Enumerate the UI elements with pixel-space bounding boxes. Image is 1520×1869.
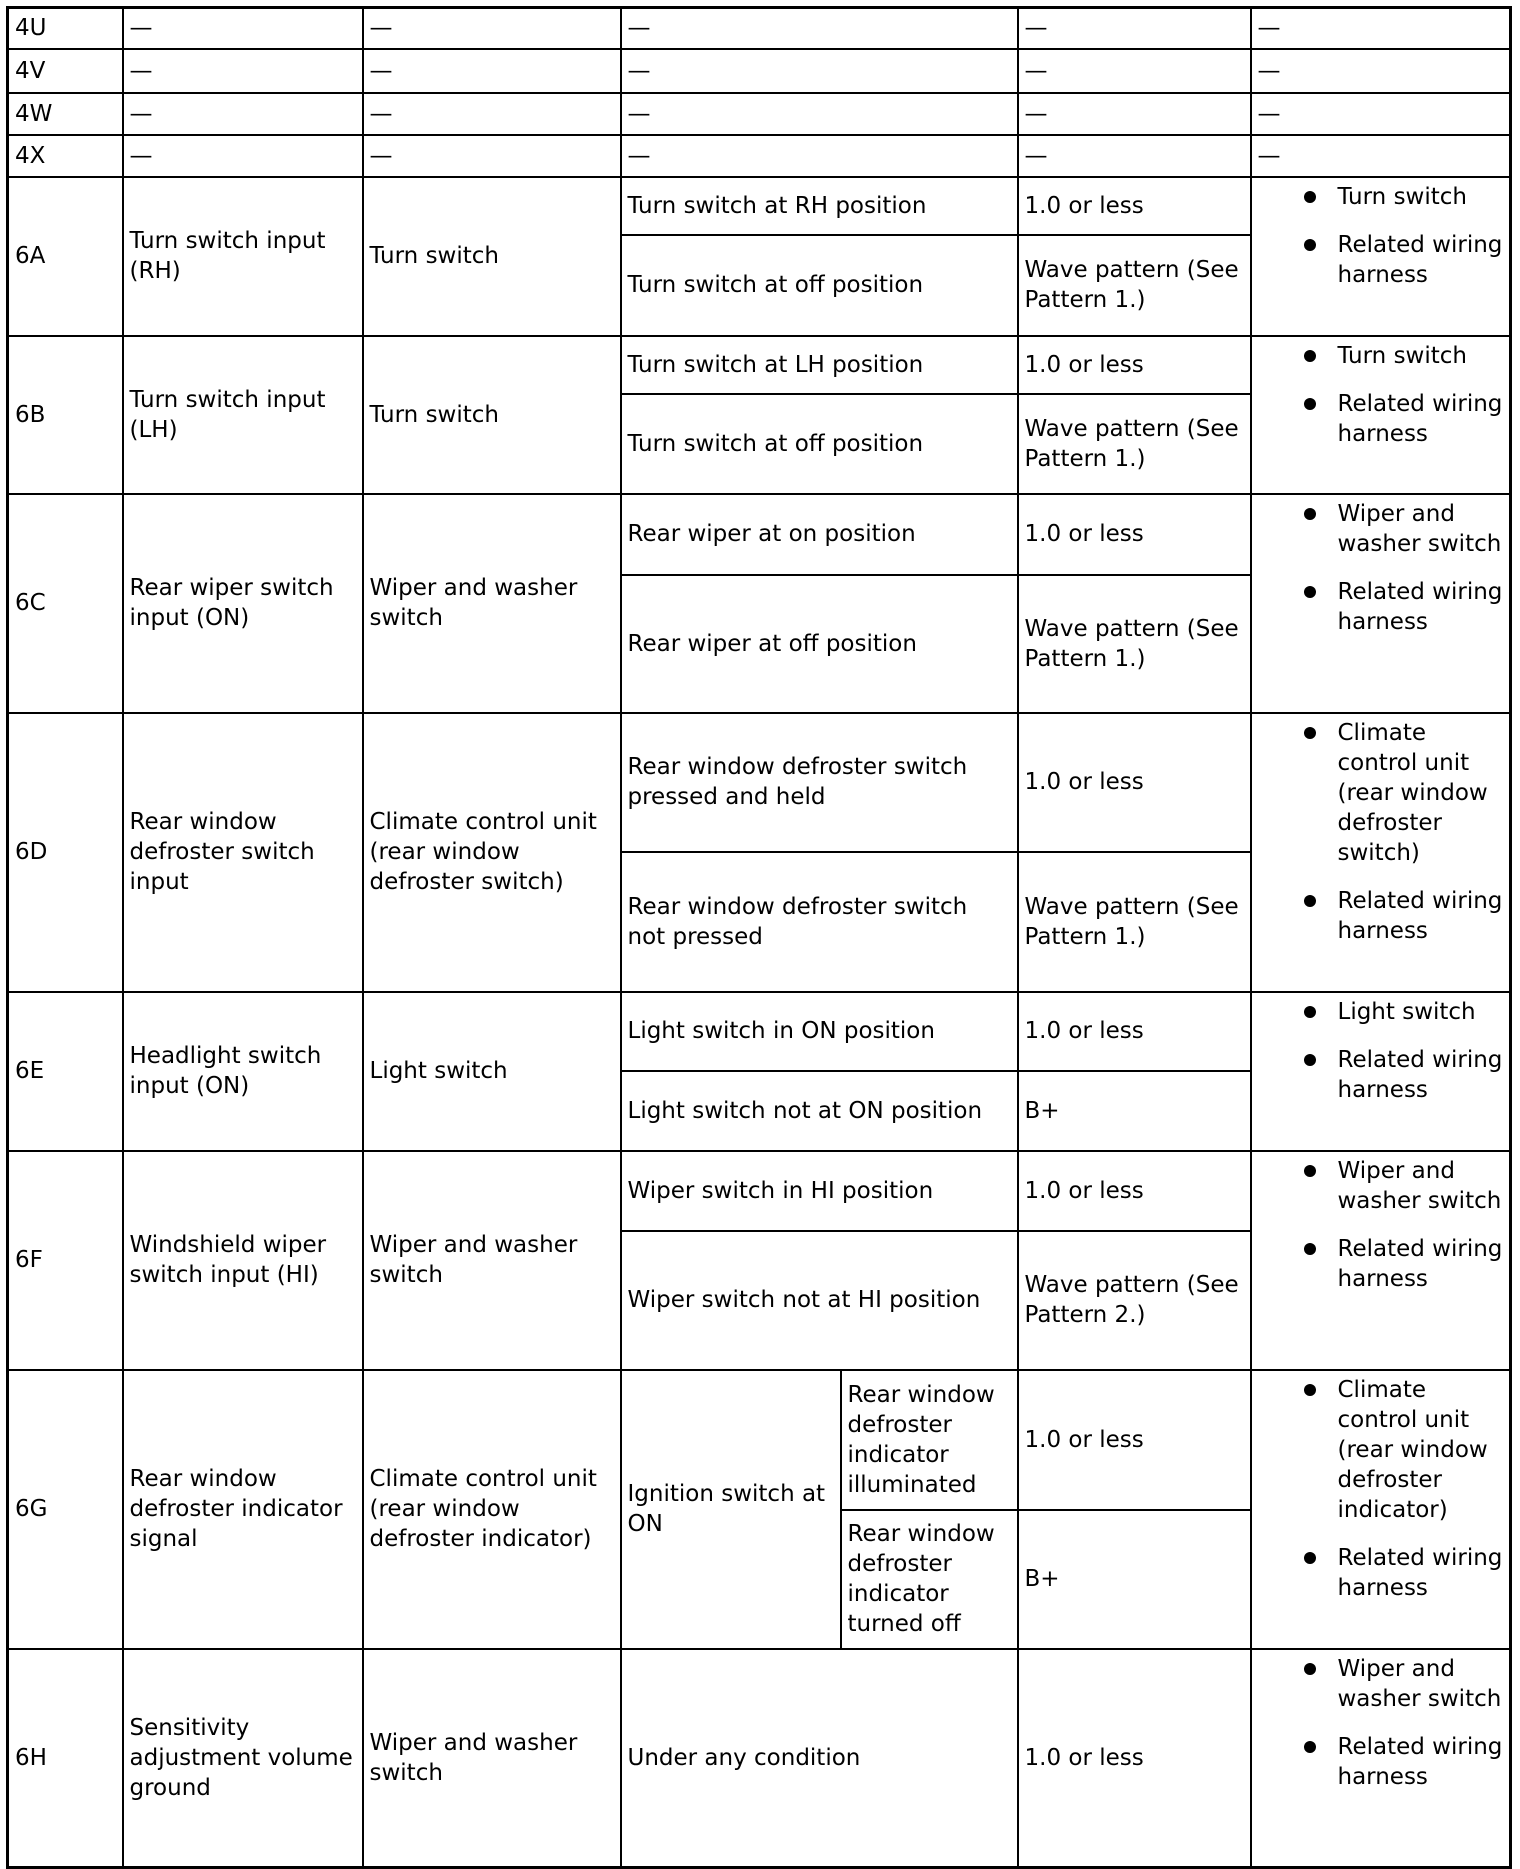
source-cell: — (363, 93, 621, 135)
condition-cell: — (621, 93, 1018, 135)
value-cell: 1.0 or less (1018, 713, 1251, 852)
terminal-id: 6C (8, 494, 123, 713)
source-cell: Climate control unit (rear window defroster indicator) (363, 1370, 621, 1649)
terminal-id: 4V (8, 49, 123, 93)
value-cell: — (1018, 8, 1251, 49)
table-row (8, 992, 1511, 1071)
source-cell: Turn switch (363, 336, 621, 494)
condition-cell: Wiper switch in HI position (621, 1151, 1018, 1231)
source-cell: — (363, 8, 621, 49)
check-cell: — (1251, 93, 1511, 135)
source-cell: Turn switch (363, 177, 621, 336)
terminal-id: 6E (8, 992, 123, 1151)
subcondition-cell: Rear window defroster indicator illuminated (841, 1370, 1018, 1510)
terminal-id: 6G (8, 1370, 123, 1649)
check-item: Related wiring harness (1258, 230, 1504, 290)
condition-cell: — (621, 8, 1018, 49)
value-cell: B+ (1018, 1071, 1251, 1151)
terminal-id: 4U (8, 8, 123, 49)
table-row (8, 1649, 1511, 1868)
value-cell: Wave pattern (See Pattern 1.) (1018, 235, 1251, 336)
signal-cell: — (123, 8, 363, 49)
condition-cell: Under any condition (621, 1649, 1018, 1868)
condition-cell: Rear window defroster switch pressed and held (621, 713, 1018, 852)
condition-cell: Rear window defroster switch not pressed (621, 852, 1018, 992)
signal-cell: Headlight switch input (ON) (123, 992, 363, 1151)
table-row (8, 494, 1511, 575)
value-cell: 1.0 or less (1018, 336, 1251, 394)
table-row (8, 1370, 1511, 1510)
check-cell (1251, 494, 1511, 713)
check-cell (1251, 1649, 1511, 1868)
value-cell: Wave pattern (See Pattern 1.) (1018, 394, 1251, 494)
table-row (8, 8, 1511, 49)
check-list (1258, 1156, 1504, 1294)
value-cell: 1.0 or less (1018, 992, 1251, 1071)
value-cell: 1.0 or less (1018, 1151, 1251, 1231)
condition-cell: Wiper switch not at HI position (621, 1231, 1018, 1370)
check-cell (1251, 1370, 1511, 1649)
check-cell (1251, 992, 1511, 1151)
condition-cell: Ignition switch at ON (621, 1370, 841, 1649)
condition-cell: Light switch not at ON position (621, 1071, 1018, 1151)
terminal-id: 6D (8, 713, 123, 992)
value-cell: — (1018, 135, 1251, 177)
check-cell (1251, 177, 1511, 336)
source-cell: — (363, 49, 621, 93)
source-cell: — (363, 135, 621, 177)
terminal-id: 6B (8, 336, 123, 494)
source-cell: Wiper and washer switch (363, 1649, 621, 1868)
check-cell (1251, 336, 1511, 494)
check-cell: — (1251, 49, 1511, 93)
terminal-id: 6A (8, 177, 123, 336)
terminal-id: 4W (8, 93, 123, 135)
check-list (1258, 341, 1504, 449)
check-item: Turn switch (1258, 182, 1504, 212)
check-item: Turn switch (1258, 341, 1504, 371)
check-item: Related wiring harness (1258, 886, 1504, 946)
check-item: Related wiring harness (1258, 1045, 1504, 1105)
condition-cell: — (621, 135, 1018, 177)
terminal-table (6, 6, 1512, 1869)
check-list (1258, 997, 1504, 1105)
check-item: Wiper and washer switch (1258, 1156, 1504, 1216)
condition-cell: Turn switch at off position (621, 394, 1018, 494)
check-cell: — (1251, 135, 1511, 177)
source-cell: Light switch (363, 992, 621, 1151)
value-cell: 1.0 or less (1018, 1370, 1251, 1510)
signal-cell: Rear window defroster switch input (123, 713, 363, 992)
check-item: Wiper and washer switch (1258, 1654, 1504, 1714)
terminal-id: 6H (8, 1649, 123, 1868)
check-item: Wiper and washer switch (1258, 499, 1504, 559)
table-row (8, 1151, 1511, 1231)
value-cell: Wave pattern (See Pattern 2.) (1018, 1231, 1251, 1370)
check-item: Related wiring harness (1258, 1732, 1504, 1792)
check-list (1258, 182, 1504, 290)
condition-cell: Rear wiper at on position (621, 494, 1018, 575)
subcondition-cell: Rear window defroster indicator turned off (841, 1510, 1018, 1649)
signal-cell: Turn switch input (RH) (123, 177, 363, 336)
check-item: Related wiring harness (1258, 1543, 1504, 1603)
condition-cell: Light switch in ON position (621, 992, 1018, 1071)
condition-cell: — (621, 49, 1018, 93)
source-cell: Wiper and washer switch (363, 494, 621, 713)
signal-cell: Rear window defroster indicator signal (123, 1370, 363, 1649)
source-cell: Climate control unit (rear window defroster switch) (363, 713, 621, 992)
check-item: Related wiring harness (1258, 577, 1504, 637)
signal-cell: Sensitivity adjustment volume ground (123, 1649, 363, 1868)
check-item: Related wiring harness (1258, 389, 1504, 449)
check-item: Climate control unit (rear window defroster switch) (1258, 718, 1504, 868)
signal-cell: — (123, 93, 363, 135)
table-row (8, 177, 1511, 235)
check-cell (1251, 713, 1511, 992)
terminal-id: 6F (8, 1151, 123, 1370)
check-cell (1251, 1151, 1511, 1370)
check-cell: — (1251, 8, 1511, 49)
table-row (8, 49, 1511, 93)
table-row (8, 713, 1511, 852)
value-cell: Wave pattern (See Pattern 1.) (1018, 852, 1251, 992)
table-row (8, 93, 1511, 135)
value-cell: 1.0 or less (1018, 1649, 1251, 1868)
value-cell: 1.0 or less (1018, 494, 1251, 575)
check-list (1258, 1654, 1504, 1792)
condition-cell: Rear wiper at off position (621, 575, 1018, 713)
table-row (8, 135, 1511, 177)
check-item: Light switch (1258, 997, 1504, 1027)
condition-cell: Turn switch at off position (621, 235, 1018, 336)
check-list (1258, 499, 1504, 637)
signal-cell: Turn switch input (LH) (123, 336, 363, 494)
signal-cell: — (123, 135, 363, 177)
check-list (1258, 1375, 1504, 1603)
value-cell: 1.0 or less (1018, 177, 1251, 235)
table-row (8, 336, 1511, 394)
signal-cell: Windshield wiper switch input (HI) (123, 1151, 363, 1370)
check-list (1258, 718, 1504, 946)
check-item: Climate control unit (rear window defroster indicator) (1258, 1375, 1504, 1525)
value-cell: — (1018, 49, 1251, 93)
condition-cell: Turn switch at LH position (621, 336, 1018, 394)
value-cell: B+ (1018, 1510, 1251, 1649)
source-cell: Wiper and washer switch (363, 1151, 621, 1370)
terminal-id: 4X (8, 135, 123, 177)
condition-cell: Turn switch at RH position (621, 177, 1018, 235)
value-cell: Wave pattern (See Pattern 1.) (1018, 575, 1251, 713)
check-item: Related wiring harness (1258, 1234, 1504, 1294)
signal-cell: — (123, 49, 363, 93)
value-cell: — (1018, 93, 1251, 135)
signal-cell: Rear wiper switch input (ON) (123, 494, 363, 713)
